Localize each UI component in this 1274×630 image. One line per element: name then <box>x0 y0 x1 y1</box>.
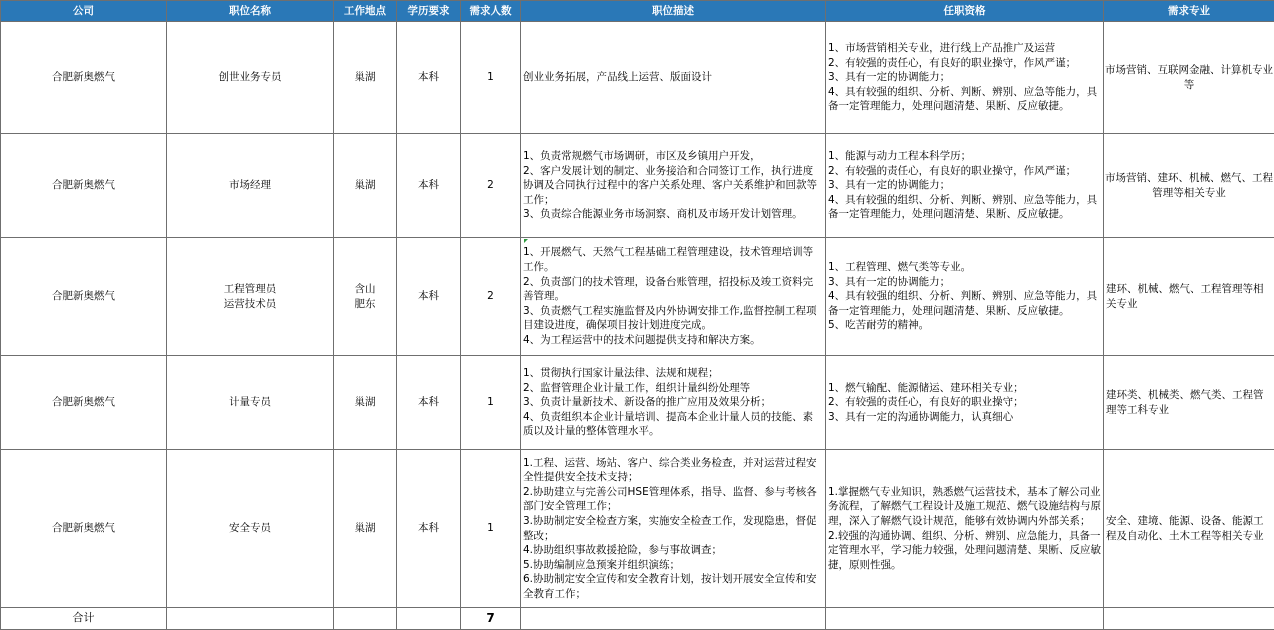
cell-company[interactable]: 合肥新奥燃气 <box>1 238 167 356</box>
cell-qualifications[interactable]: 1、能源与动力工程本科学历； 2、有较强的责任心，有良好的职业操守，作风严谨； 3、具有一定的协调能力； 4、具有较强的组织、分析、判断、辨别、应急等能力，具备一定管理能力，处理问题清楚、果断、反应敏捷。 <box>826 134 1104 238</box>
total-label[interactable]: 合计 <box>1 608 167 630</box>
table-row <box>1 450 1274 608</box>
cell-company[interactable]: 合肥新奥燃气 <box>1 450 167 608</box>
total-row <box>1 608 1274 630</box>
table-row <box>1 134 1274 238</box>
cell-qualifications[interactable]: 1、燃气输配、能源储运、建环相关专业； 2、有较强的责任心，有良好的职业操守； 3、具有一定的沟通协调能力，认真细心 <box>826 356 1104 450</box>
cell-position[interactable]: 创世业务专员 <box>167 22 334 134</box>
cell-location[interactable]: 巢湖 <box>334 22 397 134</box>
cell-description[interactable]: 1、开展燃气、天然气工程基础工程管理建设，技术管理培训等工作。 2、负责部门的技术管理，设备台账管理，招投标及竣工资料完善管理。 3、负责燃气工程实施监督及内外协调安排工作,监督控制工程项目建设进度，确保项目按计划进度完成。 4、为工程运营中的技术问题提供支持和解决方案。 <box>521 238 826 356</box>
table-row <box>1 22 1274 134</box>
header-description[interactable]: 职位描述 <box>521 1 826 22</box>
cell-company[interactable]: 合肥新奥燃气 <box>1 134 167 238</box>
header-education[interactable]: 学历要求 <box>397 1 461 22</box>
header-row <box>1 1 1274 22</box>
cell-majors[interactable]: 安全、建境、能源、设备、能源工程及自动化、土木工程等相关专业 <box>1104 450 1274 608</box>
header-company[interactable]: 公司 <box>1 1 167 22</box>
cell-location[interactable]: 巢湖 <box>334 134 397 238</box>
empty-cell[interactable] <box>521 608 826 630</box>
cell-qualifications[interactable]: 1、市场营销相关专业，进行线上产品推广及运营 2、有较强的责任心，有良好的职业操守，作风严谨； 3、具有一定的协调能力； 4、具有较强的组织、分析、判断、辨别、应急等能力，具备一定管理能力，处理问题清楚、果断、反应敏捷。 <box>826 22 1104 134</box>
table-row <box>1 238 1274 356</box>
cell-education[interactable]: 本科 <box>397 134 461 238</box>
cell-qualifications[interactable]: 1.掌握燃气专业知识，熟悉燃气运营技术，基本了解公司业务流程，了解燃气工程设计及施工规范、燃气设施结构与原理，深入了解燃气设计规范，能够有效协调内外部关系； 2.较强的沟通协调、组织、分析、辨别、应急能力，具备一定管理水平，学习能力较强，处理问题清楚、果断、反应敏捷，原则性强。 <box>826 450 1104 608</box>
header-position[interactable]: 职位名称 <box>167 1 334 22</box>
cell-location[interactable]: 含山 肥东 <box>334 238 397 356</box>
header-count[interactable]: 需求人数 <box>461 1 521 22</box>
cell-position[interactable]: 工程管理员 运营技术员 <box>167 238 334 356</box>
header-majors[interactable]: 需求专业 <box>1104 1 1274 22</box>
cell-location[interactable]: 巢湖 <box>334 450 397 608</box>
cell-majors[interactable]: 市场营销、建环、机械、燃气、工程管理等相关专业 <box>1104 134 1274 238</box>
cell-count[interactable]: 1 <box>461 22 521 134</box>
cell-count[interactable]: 2 <box>461 238 521 356</box>
cell-position[interactable]: 市场经理 <box>167 134 334 238</box>
cell-education[interactable]: 本科 <box>397 238 461 356</box>
cell-majors[interactable]: 建环类、机械类、燃气类、工程管理等工科专业 <box>1104 356 1274 450</box>
cell-count[interactable]: 1 <box>461 356 521 450</box>
cell-education[interactable]: 本科 <box>397 450 461 608</box>
cell-description[interactable]: 1、负责常规燃气市场调研，市区及乡镇用户开发， 2、客户发展计划的制定、业务接洽和合同签订工作，执行进度协调及合同执行过程中的客户关系处理、客户关系维护和回款等工作； 3、负责综合能源业务市场洞察、商机及市场开发计划管理。 <box>521 134 826 238</box>
cell-description[interactable]: 创业业务拓展，产品线上运营、版面设计 <box>521 22 826 134</box>
cell-majors[interactable]: 市场营销、互联网金融、计算机专业等 <box>1104 22 1274 134</box>
cell-company[interactable]: 合肥新奥燃气 <box>1 22 167 134</box>
table-row <box>1 356 1274 450</box>
cell-location[interactable]: 巢湖 <box>334 356 397 450</box>
cell-description[interactable]: 1.工程、运营、场站、客户、综合类业务检查，并对运营过程安全性提供安全技术支持； 2.协助建立与完善公司HSE管理体系，指导、监督、参与考核各部门安全管理工作； 3.协助制定安全检查方案，实施安全检查工作，发现隐患，督促整改； 4.协助组织事故救援抢险，参与事故调查； 5.协助编制应急预案并组织演练； 6.协助制定安全宣传和安全教育计划，按计划开展安全宣传和安全教育工作； <box>521 450 826 608</box>
empty-cell[interactable] <box>826 608 1104 630</box>
cell-qualifications[interactable]: 1、工程管理、燃气类等专业。 3、具有一定的协调能力； 4、具有较强的组织、分析、判断、辨别、应急等能力，具备一定管理能力，处理问题清楚、果断、反应敏捷。 5、吃苦耐劳的精神。 <box>826 238 1104 356</box>
cell-majors[interactable]: 建环、机械、燃气、工程管理等相关专业 <box>1104 238 1274 356</box>
empty-cell[interactable] <box>1104 608 1274 630</box>
header-qualifications[interactable]: 任职资格 <box>826 1 1104 22</box>
empty-cell[interactable] <box>334 608 397 630</box>
cell-education[interactable]: 本科 <box>397 22 461 134</box>
cell-company[interactable]: 合肥新奥燃气 <box>1 356 167 450</box>
cell-position[interactable]: 计量专员 <box>167 356 334 450</box>
cell-description[interactable]: 1、贯彻执行国家计量法律、法规和规程； 2、监督管理企业计量工作，组织计量纠纷处理等 3、负责计量新技术、新设备的推广应用及效果分析； 4、负责组织本企业计量培训、提高本企业计量人员的技能、素质以及计量的整体管理水平。 <box>521 356 826 450</box>
cell-position[interactable]: 安全专员 <box>167 450 334 608</box>
cell-education[interactable]: 本科 <box>397 356 461 450</box>
cell-comment-marker <box>524 239 528 243</box>
cell-count[interactable]: 1 <box>461 450 521 608</box>
header-location[interactable]: 工作地点 <box>334 1 397 22</box>
total-count[interactable]: 7 <box>461 608 521 630</box>
cell-count[interactable]: 2 <box>461 134 521 238</box>
empty-cell[interactable] <box>167 608 334 630</box>
empty-cell[interactable] <box>397 608 461 630</box>
